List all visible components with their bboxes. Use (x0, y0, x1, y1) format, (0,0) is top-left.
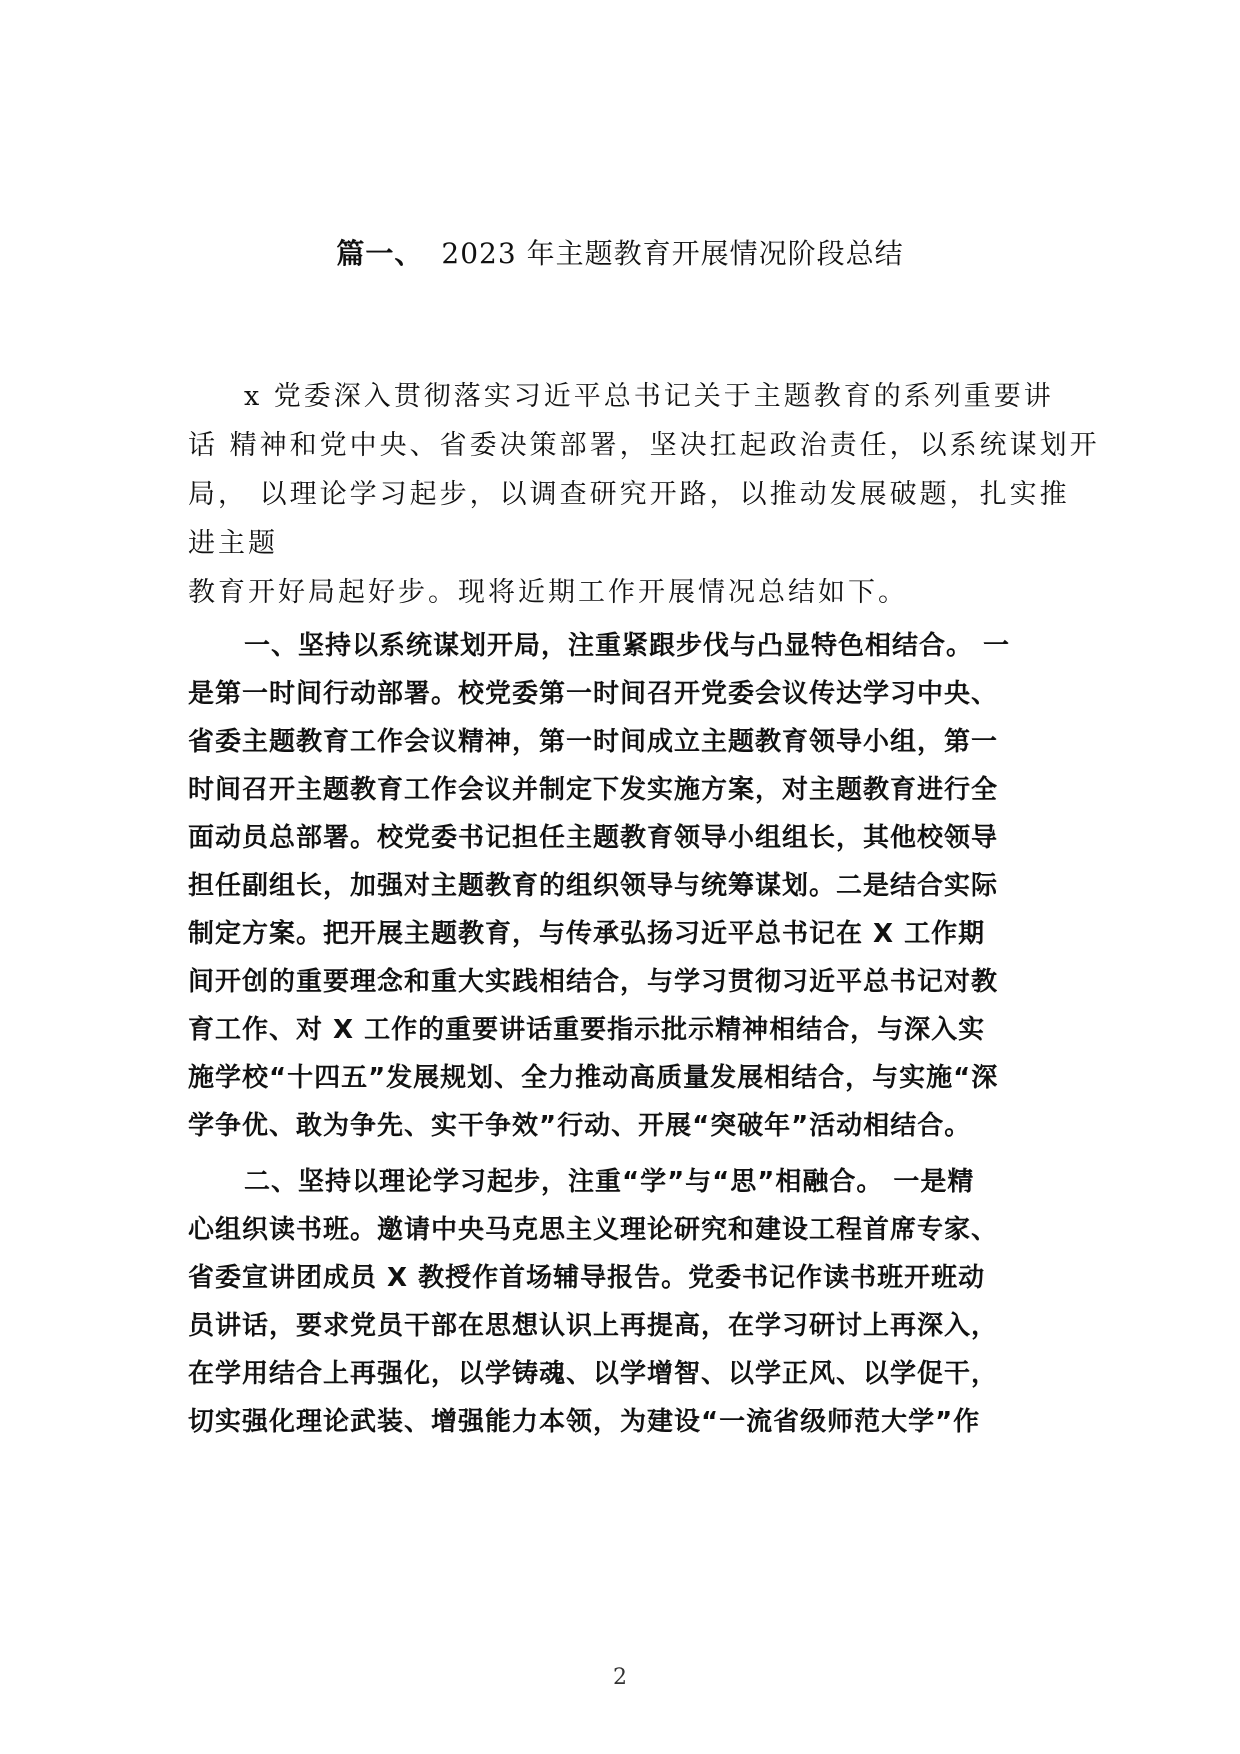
section-1-line: 面动员总部署。校党委书记担任主题教育领导小组组长，其他校领导 (188, 823, 999, 853)
intro-line: 局， 以理论学习起步，以调查研究开路，以推动发展破题，扎实推 (188, 479, 1070, 510)
section-1-line: 学争优、敢为争先、实干争效”行动、开展“突破年”活动相结合。 (188, 1111, 972, 1141)
section-1-line: 施学校“十四五”发展规划、全力推动高质量发展相结合，与实施“深 (188, 1063, 999, 1093)
section-2-line: 心组织读书班。邀请中央马克思主义理论研究和建设工程首席专家、 (188, 1215, 999, 1245)
section-1-line: 一、坚持以系统谋划开局，注重紧跟步伐与凸显特色相结合。 一 (244, 631, 1011, 661)
intro-line: 进主题 (188, 528, 278, 559)
section-2-line: 切实强化理论武装、增强能力本领，为建设“一流省级师范大学”作 (188, 1407, 981, 1437)
section-1-paragraph (188, 622, 1068, 1150)
document-title (0, 234, 1240, 274)
section-1-line: 制定方案。把开展主题教育，与传承弘扬习近平总书记在 X 工作期 (188, 919, 986, 949)
section-1-line: 是第一时间行动部署。校党委第一时间召开党委会议传达学习中央、 (188, 679, 999, 709)
section-2-line: 在学用结合上再强化，以学铸魂、以学增智、以学正风、以学促干， (188, 1359, 999, 1389)
intro-line: x 党委深入贯彻落实习近平总书记关于主题教育的系列重要讲 (244, 381, 1054, 412)
section-1-line: 育工作、对 X 工作的重要讲话重要指示批示精神相结合，与深入实 (188, 1015, 986, 1045)
intro-line: 教育开好局起好步。现将近期工作开展情况总结如下。 (188, 577, 908, 608)
title-text: 2023 年主题教育开展情况阶段总结 (441, 237, 904, 270)
title-lead: 篇一、 (336, 237, 424, 270)
section-2-line: 员讲话，要求党员干部在思想认识上再提高，在学习研讨上再深入， (188, 1311, 999, 1341)
intro-paragraph (188, 372, 1100, 617)
page-number: 2 (613, 1665, 627, 1690)
intro-line: 话 精神和党中央、省委决策部署，坚决扛起政治责任，以系统谋划开 (188, 430, 1100, 461)
section-1-line: 间开创的重要理念和重大实践相结合，与学习贯彻习近平总书记对教 (188, 967, 999, 997)
section-1-line: 省委主题教育工作会议精神，第一时间成立主题教育领导小组，第一 (188, 727, 999, 757)
section-1-line: 担任副组长，加强对主题教育的组织领导与统筹谋划。二是结合实际 (188, 871, 999, 901)
section-2-line: 二、坚持以理论学习起步，注重“学”与“思”相融合。 一是精 (244, 1167, 975, 1197)
section-2-line: 省委宣讲团成员 X 教授作首场辅导报告。党委书记作读书班开班动 (188, 1263, 986, 1293)
section-2-paragraph (188, 1158, 1068, 1446)
section-1-line: 时间召开主题教育工作会议并制定下发实施方案，对主题教育进行全 (188, 775, 999, 805)
